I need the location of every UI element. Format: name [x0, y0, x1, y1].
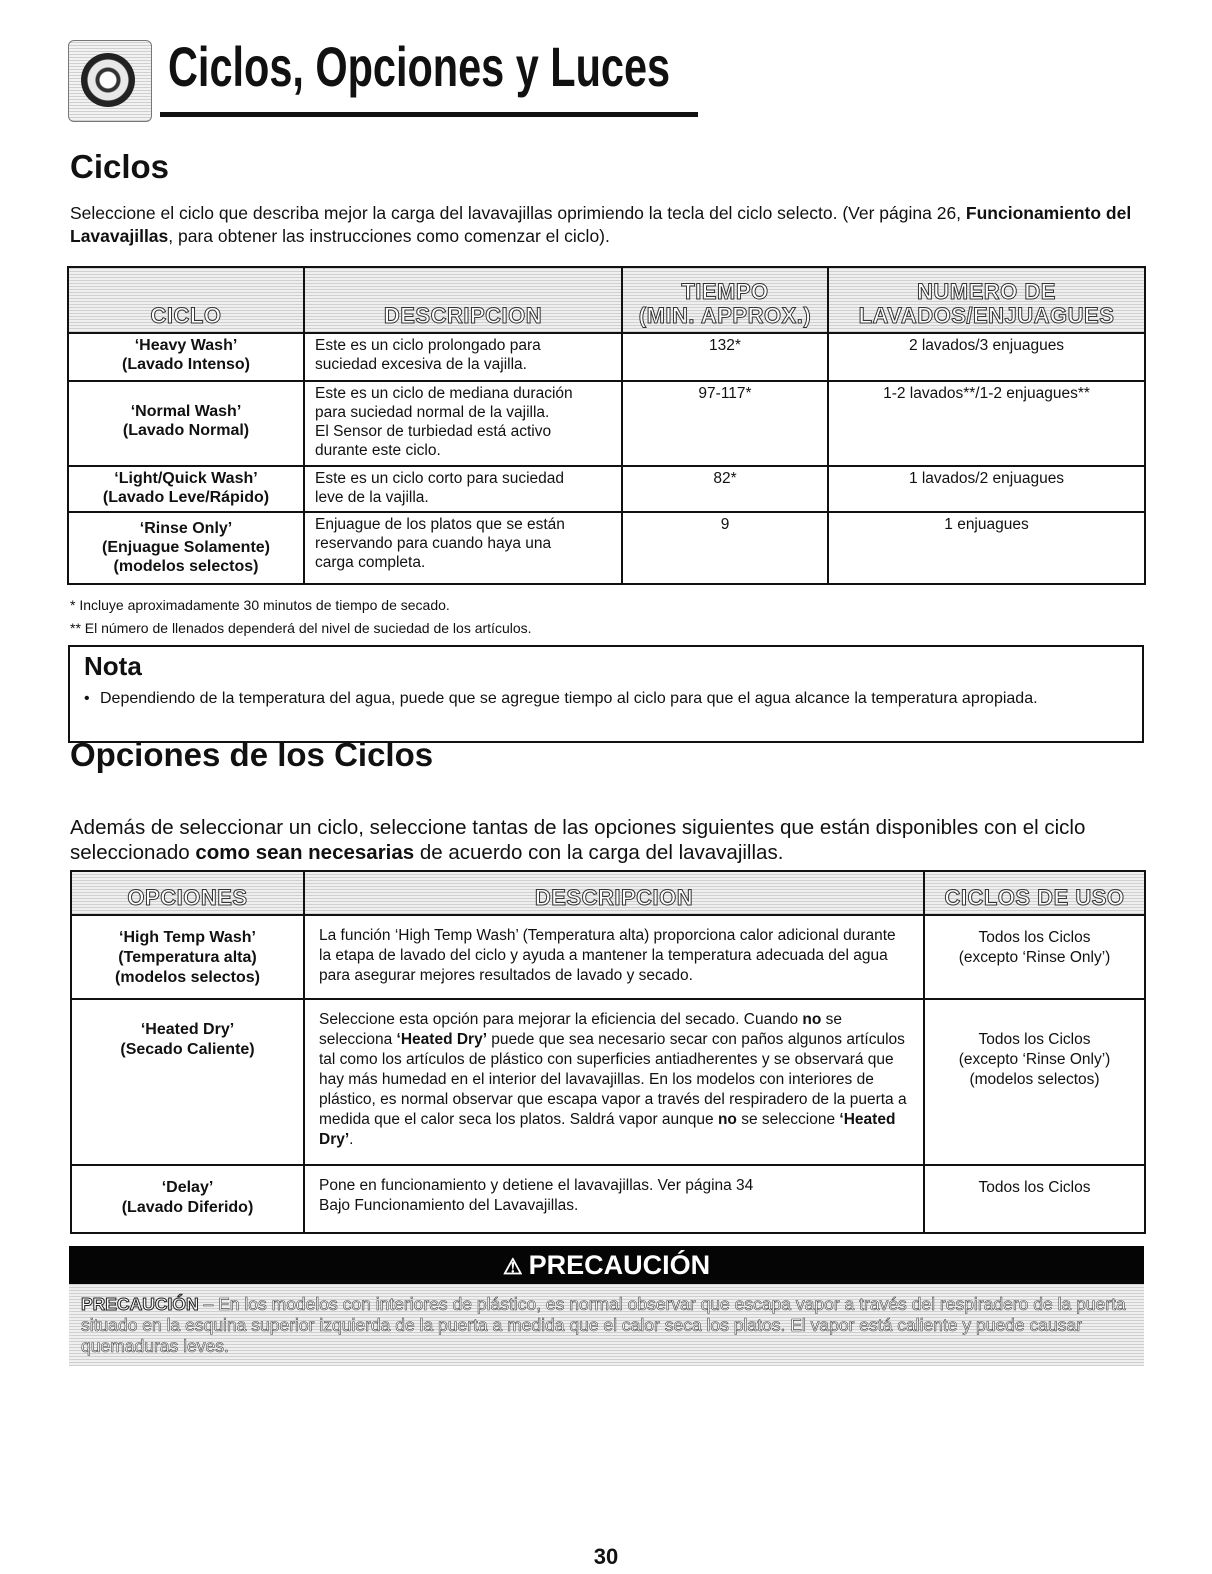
cycle-name: ‘Normal Wash’ (Lavado Normal)	[68, 381, 304, 466]
cycle-description: Este es un ciclo corto para suciedad leve de la vajilla.	[304, 466, 622, 512]
caution-title: ⚠ PRECAUCIÓN	[69, 1246, 1144, 1286]
caution-box	[69, 1284, 1144, 1366]
caution-text: PRECAUCIÓN – En los modelos con interiores de plástico, es normal observar que escapa vapor a través del respiradero de la puerta situado en la esquina superior izquierda de la puerta a medida que el calor seca los platos. El vapor está caliente y puede causar quemaduras leves.	[81, 1294, 1126, 1356]
ciclos-heading: Ciclos	[70, 148, 170, 185]
cycle-time: 9	[622, 512, 828, 584]
page-number: 30	[593, 1544, 619, 1569]
cycle-time: 132*	[622, 333, 828, 381]
option-cycles: Todos los Ciclos (excepto ‘Rinse Only’) (modelos selectos)	[924, 999, 1145, 1165]
cycle-name: ‘Heavy Wash’ (Lavado Intenso)	[68, 333, 304, 381]
cycle-washes: 2 lavados/3 enjuagues	[828, 333, 1145, 381]
header-opciones: OPCIONES	[71, 871, 304, 915]
opciones-intro: Además de seleccionar un ciclo, seleccione tantas de las opciones siguientes que están disponibles con el ciclo seleccionado como sean necesarias de acuerdo con la carga del lavavajillas.	[70, 816, 1086, 864]
header-ciclos-de-uso: CICLOS DE USO	[924, 871, 1145, 915]
cycle-name: ‘Rinse Only’ (Enjuague Solamente) (modelos selectos)	[68, 512, 304, 584]
option-name: ‘High Temp Wash’ (Temperatura alta) (modelos selectos)	[71, 915, 304, 999]
table-row	[68, 466, 1145, 512]
footnote-drying: * Incluye aproximadamente 30 minutos de tiempo de secado.	[70, 597, 450, 613]
nota-text: • Dependiendo de la temperatura del agua, puede que se agregue tiempo al ciclo para que el agua alcance la temperatura apropiada.	[84, 690, 1038, 707]
title-underline	[160, 112, 698, 117]
opciones-heading: Opciones de los Ciclos	[70, 736, 434, 773]
nota-box	[68, 645, 1144, 743]
page-title: Ciclos, Opciones y Luces	[168, 35, 671, 98]
nota-title: Nota	[84, 651, 142, 681]
opciones-table	[70, 870, 1146, 1234]
cycle-time: 82*	[622, 466, 828, 512]
warning-triangle-icon: ⚠	[502, 1254, 523, 1279]
opciones-table-header	[71, 871, 1145, 915]
table-row	[71, 1165, 1145, 1233]
table-row	[71, 999, 1145, 1165]
table-row	[68, 381, 1145, 466]
cycle-description: Enjuague de los platos que se están reservando para cuando haya una carga completa.	[304, 512, 622, 584]
cycle-description: Este es un ciclo prolongado para suciedad excesiva de la vajilla.	[304, 333, 622, 381]
footnote-fills: ** El número de llenados dependerá del nivel de suciedad de los artículos.	[70, 620, 532, 636]
cycle-time: 97-117*	[622, 381, 828, 466]
table-row	[68, 333, 1145, 381]
header-descripcion: DESCRIPCION	[304, 871, 924, 915]
cycle-washes: 1 enjuagues	[828, 512, 1145, 584]
ciclos-table	[67, 266, 1146, 585]
cycle-washes: 1 lavados/2 enjuagues	[828, 466, 1145, 512]
option-description: Pone en funcionamiento y detiene el lavavajillas. Ver página 34 Bajo Funcionamiento del Lavavajillas.	[304, 1165, 924, 1233]
header-ciclo: CICLO	[68, 267, 304, 333]
table-row	[71, 915, 1145, 999]
option-cycles: Todos los Ciclos (excepto ‘Rinse Only’)	[924, 915, 1145, 999]
caution-header	[69, 1246, 1144, 1284]
header-descripcion: DESCRIPCION	[304, 267, 622, 333]
cycle-description: Este es un ciclo de mediana duración para suciedad normal de la vajilla. El Sensor de turbiedad está activo durante este ciclo.	[304, 381, 622, 466]
option-name: ‘Delay’ (Lavado Diferido)	[71, 1165, 304, 1233]
dishwasher-icon	[68, 40, 152, 122]
cycle-name: ‘Light/Quick Wash’ (Lavado Leve/Rápido)	[68, 466, 304, 512]
ciclos-intro: Seleccione el ciclo que describa mejor la carga del lavavajillas oprimiendo la tecla del ciclo selecto. (Ver página 26, Funcionamiento del Lavavajillas, para obtener las instrucciones como comenzar el ciclo).	[70, 203, 1132, 246]
option-cycles: Todos los Ciclos	[924, 1165, 1145, 1233]
table-row	[68, 512, 1145, 584]
option-description: La función ‘High Temp Wash’ (Temperatura alta) proporciona calor adicional durante la etapa de lavado del ciclo y ayuda a mantener la temperatura adecuada del agua para asegurar mejores resultados de lavado y secado.	[304, 915, 924, 999]
header-tiempo: TIEMPO (MIN. APPROX.)	[622, 267, 828, 333]
cycle-washes: 1-2 lavados**/1-2 enjuagues**	[828, 381, 1145, 466]
ciclos-table-header	[68, 267, 1145, 333]
option-name: ‘Heated Dry’ (Secado Caliente)	[71, 999, 304, 1165]
option-description: Seleccione esta opción para mejorar la eficiencia del secado. Cuando no se selecciona ‘Heated Dry’ puede que sea necesario secar con paños algunos artículos tal como los artículos de plástico con superficies antiadherentes y se observará que hay más humedad en el interior del lavavajillas. En los modelos con interiores de plástico, es normal observar que escapa vapor a través del respiradero de la puerta a medida que el calor seca los platos. Saldrá vapor aunque no se seleccione ‘Heated Dry’.	[304, 999, 924, 1165]
header-numero: NUMERO DE LAVADOS/ENJUAGUES	[828, 267, 1145, 333]
